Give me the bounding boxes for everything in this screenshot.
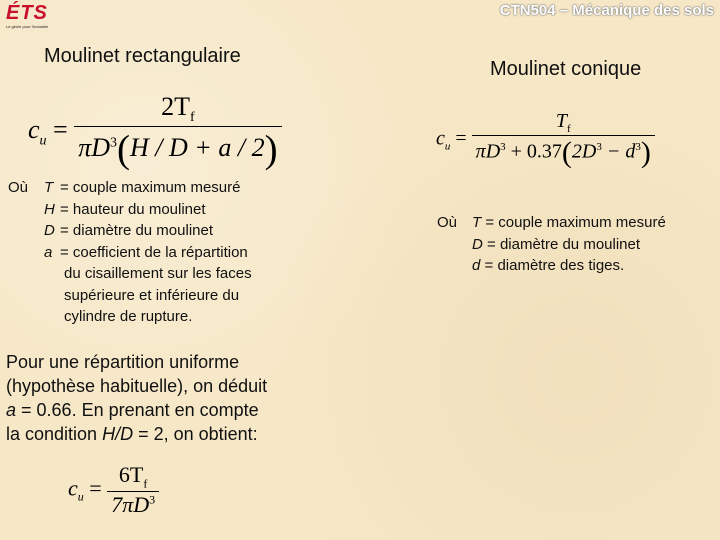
left-title: Moulinet rectangulaire: [44, 45, 241, 67]
paragraph-line: (hypothèse habituelle), on déduit: [6, 376, 268, 396]
definition-row: Où T = couple maximum mesuré: [437, 212, 666, 234]
definition-row: D = diamètre du moulinet: [44, 222, 214, 239]
course-title: CTN504 – Mécanique des sols: [499, 2, 714, 19]
formula-fraction: [107, 462, 159, 518]
paragraph-line: a = 0.66. En prenant en compte: [6, 400, 259, 420]
formula-denominator: $\pi D^3(H / D + a / 2)$: [78, 128, 278, 172]
formula-fraction: [74, 92, 281, 172]
definition-row: Où T = couple maximum mesuré: [8, 177, 252, 199]
paragraph-line: Pour une répartition uniforme: [6, 352, 240, 372]
formula-numerator: $T_f$: [472, 110, 655, 136]
formula-fraction: [472, 110, 655, 170]
definition-row: H = hauteur du moulinet: [44, 200, 206, 218]
where-label: Où: [437, 214, 458, 231]
definition-row: a = coefficient de la répartition: [44, 243, 248, 261]
left-formula-general: $c_u$ = $\frac{2T_f}{\pi D^3(H / D + a / 2)}$: [28, 92, 282, 172]
right-definitions: [437, 212, 666, 277]
ets-logo: [6, 2, 72, 29]
where-label: Où: [8, 179, 29, 196]
formula-lhs: c: [28, 115, 40, 145]
formula-denominator: $7\pi D^3$: [111, 492, 156, 518]
definition-row: D = diamètre du moulinet: [472, 235, 641, 253]
formula-numerator: $6T_f$: [107, 462, 159, 492]
logo-text: ÉTS: [6, 2, 48, 24]
formula-denominator: $\pi D^3 + 0.37(2D^3 - d^3)$: [475, 136, 651, 169]
right-title: Moulinet conique: [490, 58, 642, 80]
logo-subtitle: Le génie pour l'industrie: [6, 24, 49, 29]
left-formula-final: $c_u$ = $\frac{6T_f}{7\pi D^3}$: [68, 462, 159, 518]
left-paragraph: [6, 350, 267, 446]
definition-continuation: supérieure et inférieure du: [64, 286, 240, 304]
paragraph-line: la condition H/D = 2, on obtient:: [6, 424, 258, 444]
definition-continuation: du cisaillement sur les faces: [64, 265, 252, 282]
definition-row: d = diamètre des tiges.: [472, 257, 625, 274]
left-definitions: [8, 177, 252, 328]
definition-continuation: cylindre de rupture.: [64, 308, 193, 325]
right-formula: $c_u$ = $\frac{T_f}{\pi D^3 + 0.37(2D^3 - d^3)}$: [436, 110, 655, 170]
formula-lhs-sub: u: [39, 133, 47, 149]
formula-numerator: $2T_f$: [74, 92, 281, 127]
